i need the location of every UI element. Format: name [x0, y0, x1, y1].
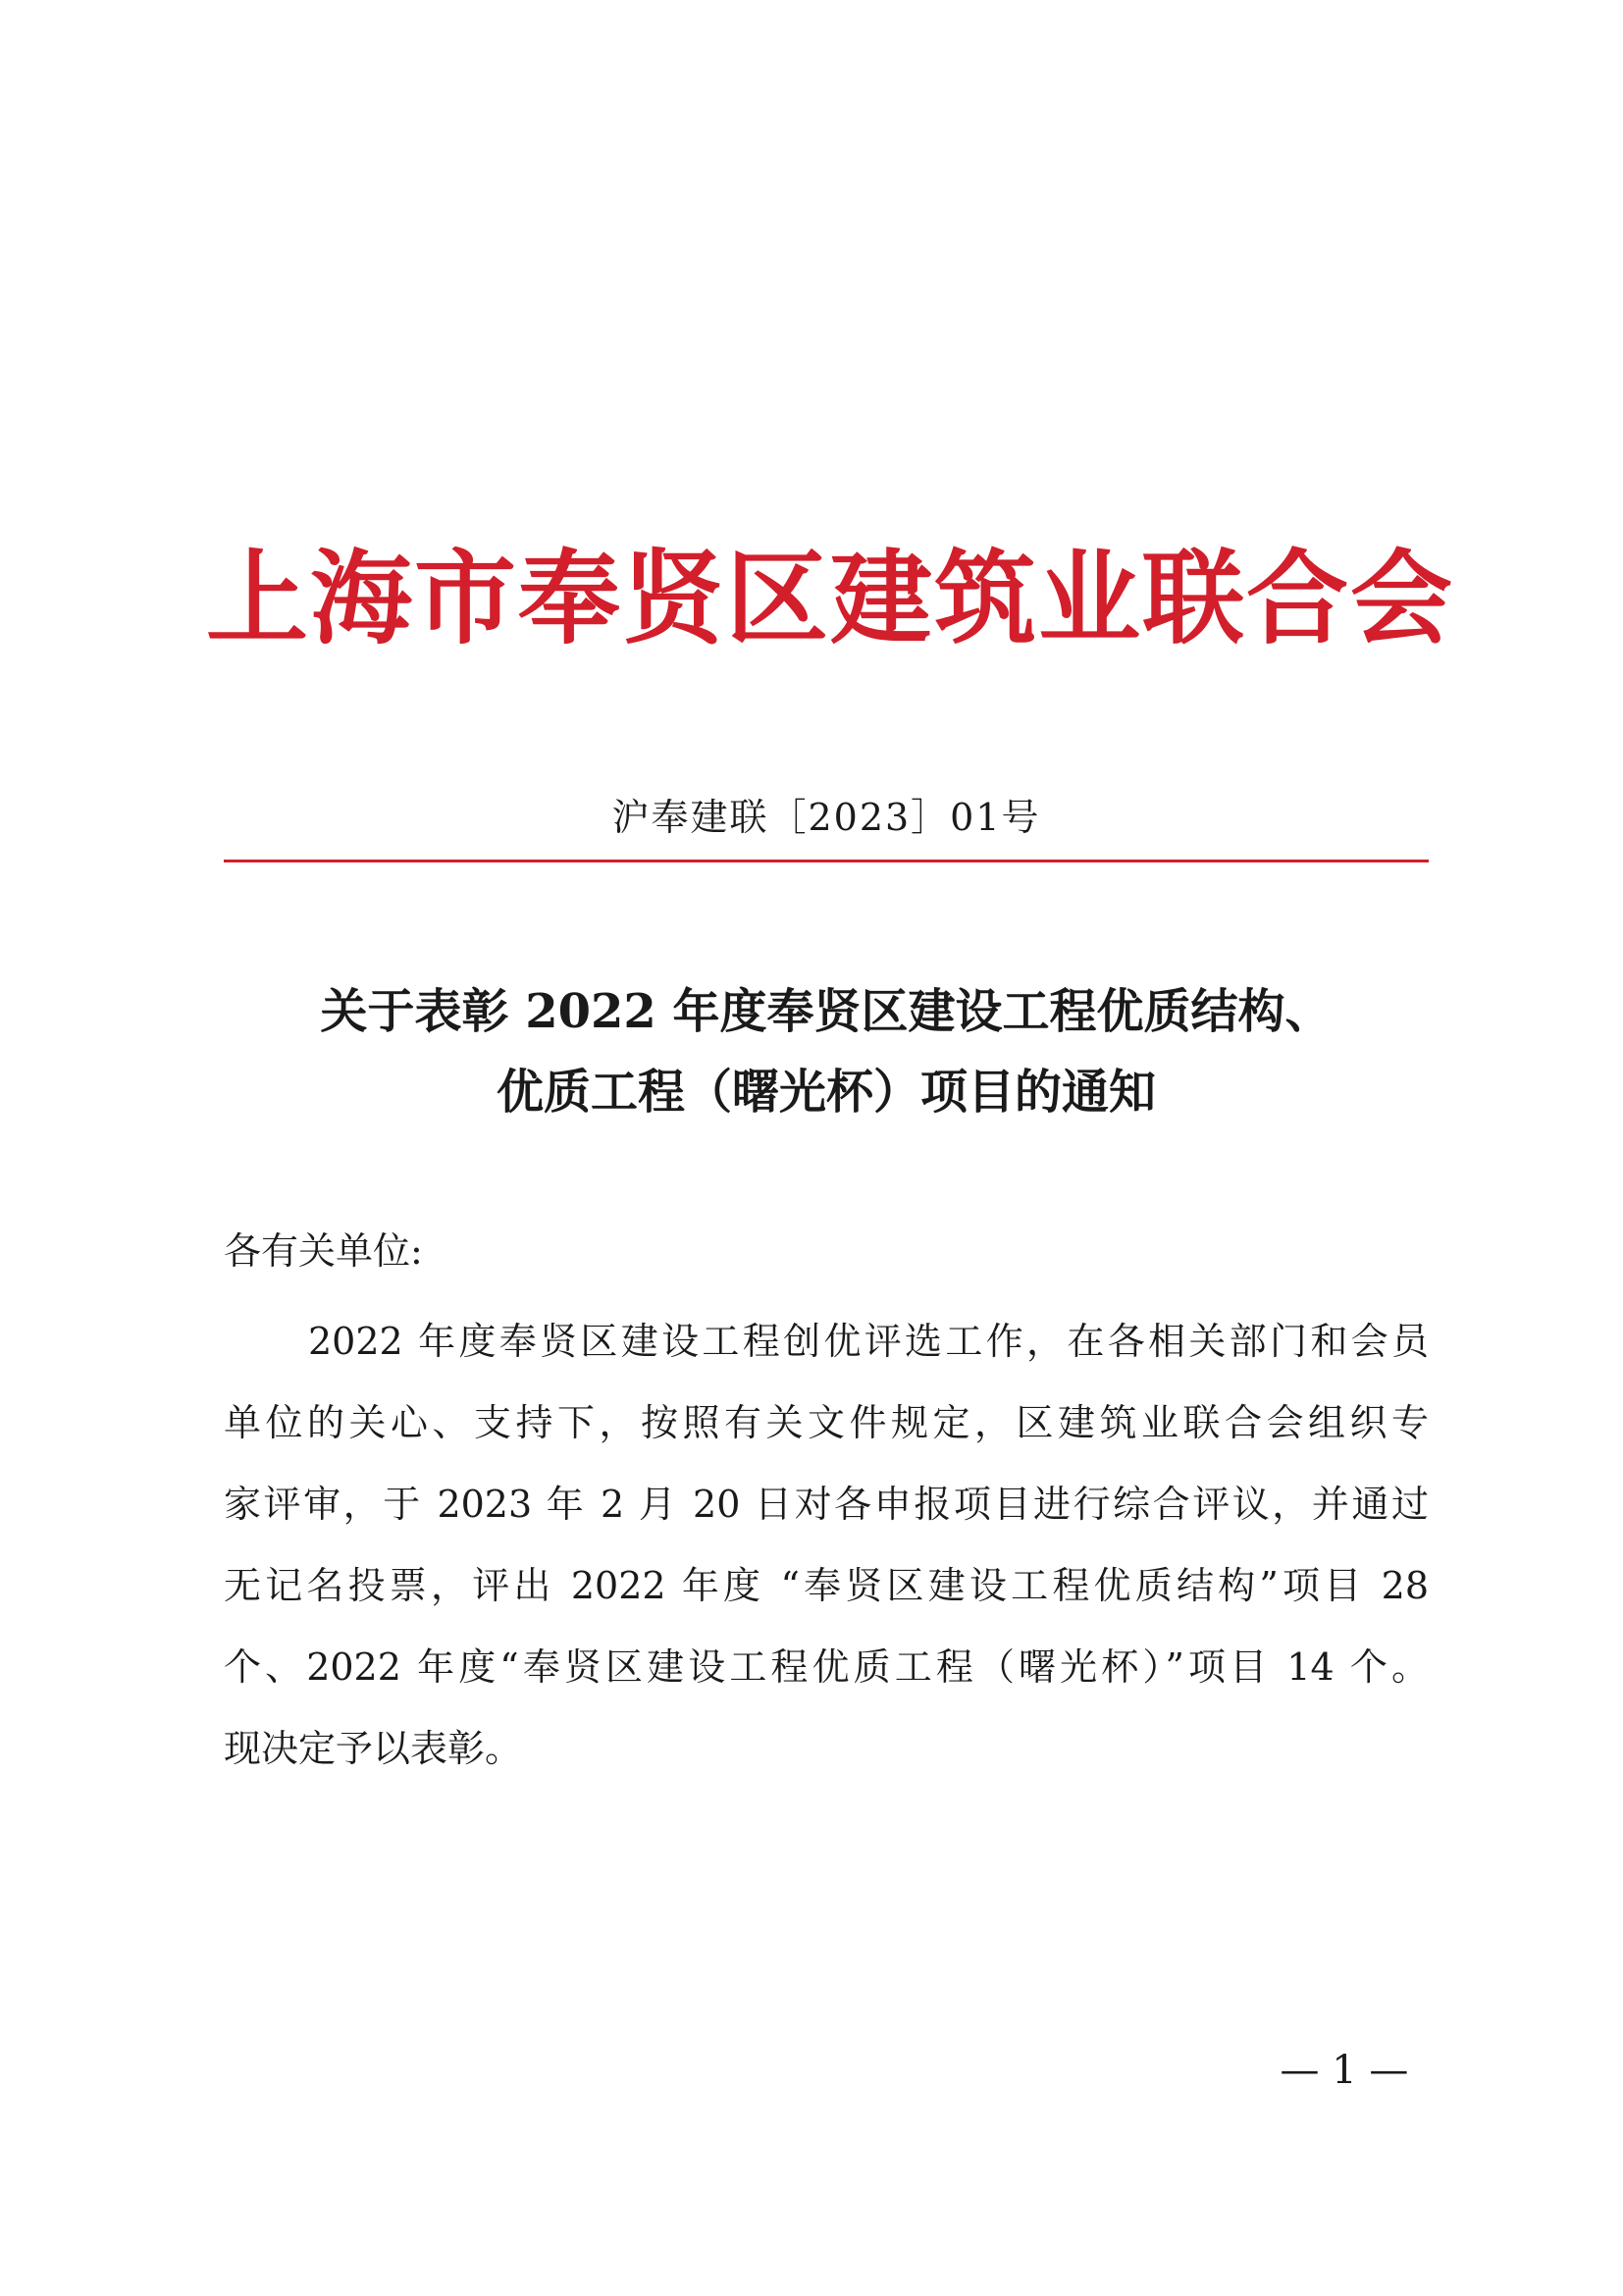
- body-line-5: 个、2022 年度“奉贤区建设工程优质工程（曙光杯）”项目 14 个。: [224, 1645, 1429, 1689]
- document-title: [224, 971, 1429, 1132]
- body-line-1: 2022 年度奉贤区建设工程创优评选工作，在各相关部门和会员: [308, 1320, 1429, 1363]
- body-paragraph: [224, 1301, 1429, 1790]
- body-line-6: 现决定予以表彰。: [224, 1727, 523, 1770]
- body-line-3: 家评审，于 2023 年 2 月 20 日对各申报项目进行综合评议，并通过: [224, 1483, 1429, 1526]
- title-line-2: 优质工程（曙光杯）项目的通知: [496, 1065, 1156, 1120]
- organization-header: 上海市奉贤区建筑业联合会: [206, 538, 1455, 658]
- salutation: 各有关单位:: [224, 1229, 423, 1273]
- red-divider-line: [224, 860, 1429, 862]
- document-number: 沪奉建联［2023］01号: [611, 796, 1041, 839]
- body-line-2: 单位的关心、支持下，按照有关文件规定，区建筑业联合会组织专: [224, 1401, 1429, 1444]
- page-number: — 1 —: [1280, 2048, 1409, 2093]
- body-line-4: 无记名投票，评出 2022 年度 “奉贤区建设工程优质结构”项目 28: [224, 1564, 1429, 1607]
- title-line-1: 关于表彰 2022 年度奉贤区建设工程优质结构、: [320, 984, 1333, 1039]
